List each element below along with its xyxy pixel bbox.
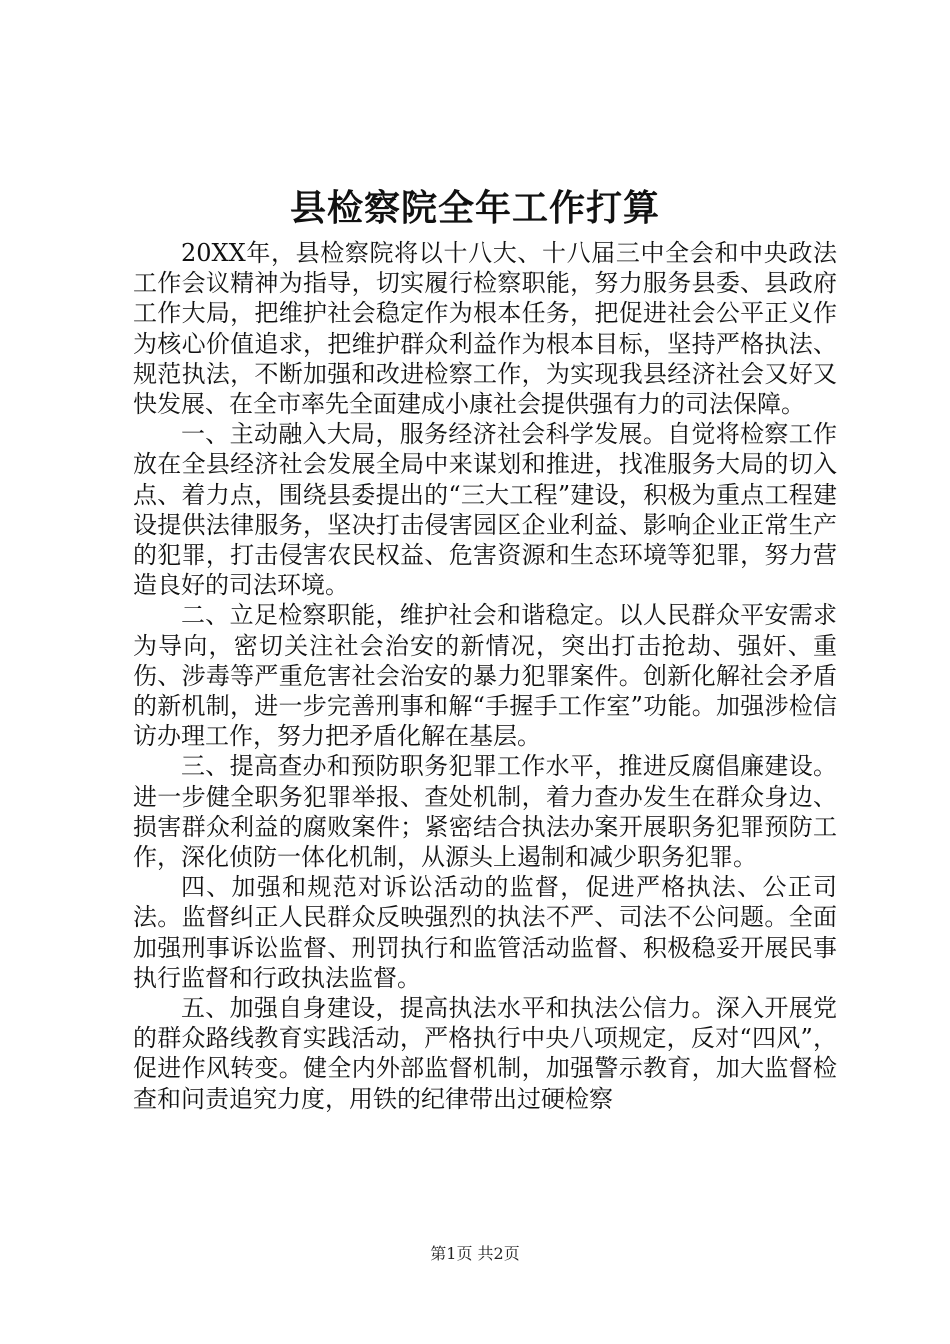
paragraph-section-5: 五、加强自身建设，提高执法水平和执法公信力。深入开展党的群众路线教育实践活动，严格执行中央八项规定，反对“四风”，促进作风转变。健全内外部监督机制，加强警示教育，加大监督检查和问责追究力度，用铁的纪律带出过硬检察: [133, 994, 837, 1113]
document-title: 县检察院全年工作打算: [289, 187, 660, 229]
page-number-footer: 第1页 共2页: [430, 1244, 520, 1263]
paragraph-section-3: 三、提高查办和预防职务犯罪工作水平，推进反腐倡廉建设。进一步健全职务犯罪举报、查处机制，着力查办发生在群众身边、损害群众利益的腐败案件；紧密结合执法办案开展职务犯罪预防工作，深化侦防一体化机制，从源头上遏制和减少职务犯罪。: [133, 752, 837, 872]
paragraph-section-2: 二、立足检察职能，维护社会和谐稳定。以人民群众平安需求为导向，密切关注社会治安的新情况，突出打击抢劫、强奸、重伤、涉毒等严重危害社会治安的暴力犯罪案件。创新化解社会矛盾的新机制，进一步完善刑事和解“手握手工作室”功能。加强涉检信访办理工作，努力把矛盾化解在基层。: [133, 601, 837, 751]
paragraph-section-4: 四、加强和规范对诉讼活动的监督，促进严格执法、公正司法。监督纠正人民群众反映强烈的执法不严、司法不公问题。全面加强刑事诉讼监督、刑罚执行和监管活动监督、积极稳妥开展民事执行监督和行政执法监督。: [133, 873, 837, 992]
document-body: [133, 238, 837, 1114]
paragraph-intro: 20XX年，县检察院将以十八大、十八届三中全会和中央政法工作会议精神为指导，切实履行检察职能，努力服务县委、县政府工作大局，把维护社会稳定作为根本任务，把促进社会公平正义作为核心价值追求，把维护群众利益作为根本目标，坚持严格执法、规范执法，不断加强和改进检察工作，为实现我县经济社会又好又快发展、在全市率先全面建成小康社会提供强有力的司法保障。: [133, 239, 837, 419]
paragraph-section-1: 一、主动融入大局，服务经济社会科学发展。自觉将检察工作放在全县经济社会发展全局中来谋划和推进，找准服务大局的切入点、着力点，围绕县委提出的“三大工程”建设，积极为重点工程建设提供法律服务，坚决打击侵害园区企业利益、影响企业正常生产的犯罪，打击侵害农民权益、危害资源和生态环境等犯罪，努力营造良好的司法环境。: [133, 420, 837, 600]
